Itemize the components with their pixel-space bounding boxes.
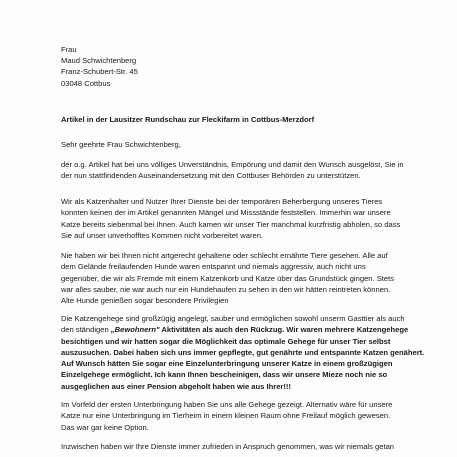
bold-paragraph-line: Einzelgehege ermöglicht. Ich kann Ihnen bescheinigen, dass wir unsere Mieze noch nie so (61, 370, 388, 380)
quoted-residents: „Bewohnern" (110, 325, 160, 335)
recipient-name: Maud Schwichtenberg (61, 56, 137, 66)
paragraph-line: Das war gar keine Option. (61, 422, 149, 432)
paragraph-line: war alles sauber, nie war auch nur ein Hundehaufen zu sehen in den wir hätten reintreten können. (61, 284, 391, 294)
paragraph-6 (61, 441, 427, 452)
paragraph-line: Sie auf unser unverhofftes Kommen nicht vorbereitet waren. (61, 230, 264, 240)
paragraph-line: Katze nur eine Unterbringung im Tierheim in einem kleinen Raum ohne Freilauf möglich gewesen. (61, 411, 391, 421)
paragraph-line: Katze bereits siebenmal bei Ihnen. Auch kamen wir unser Tier manchmal kurzfristig abholen, so dass (61, 219, 401, 229)
paragraph-5 (61, 399, 427, 433)
paragraph-line: Wir als Katzenhalter und Nutzer Ihrer Dienste bei der temporären Beherbergung unseres Tieres (61, 197, 383, 206)
text-segment: den ständigen (61, 325, 111, 335)
paragraph-line: Im Vorfeld der ersten Unterbringung haben Sie uns alle Gehege gezeigt. Alternativ wäre für unsere (61, 400, 393, 409)
recipient-street: Franz-Schubert-Str. 45 (61, 67, 138, 77)
paragraph-line: Inzwischen haben wir Ihre Dienste immer zufrieden in Anspruch genommen, was wir niemals getan (61, 442, 395, 451)
paragraph-2 (61, 196, 427, 241)
letter-salutation: Sehr geehrte Frau Schwichtenberg, (61, 140, 181, 149)
recipient-salutation-line: Frau (61, 45, 77, 54)
letter-subject: Artikel in der Lausitzer Rundschau zur Fleckifarm in Cottbus-Merzdorf (61, 115, 315, 124)
paragraph-line-mixed (61, 324, 427, 335)
bold-segment: Aktivitäten als auch den Rückzug. Wir waren mehrere Katzengehege (159, 325, 409, 335)
bold-paragraph-line: Auf Wunsch hätten Sie sogar eine Einzelunterbringung unserer Katze in einem großzügigen (61, 359, 393, 369)
bold-paragraph-line: auszusuchen. Dabei haben sich uns immer gepflegte, gut genährte und entspannte Katzen genähert. (61, 347, 425, 357)
paragraph-line: konnten keinen der im Artikel genannten Mängel und Missstände feststellen. Immerhin war unsere (61, 208, 391, 218)
paragraph-line: gegenüber, die wir als Fremde mit einem Katzenkorb und Katze über das Grundstück gingen. Stets (61, 273, 395, 283)
paragraph-4 (61, 313, 427, 392)
bold-paragraph-line: ausgeglichen aus einer Pension abgeholt haben wie aus Ihrer!!! (61, 381, 291, 391)
paragraph-1 (61, 159, 427, 182)
recipient-city: 03048 Cottbus (61, 78, 111, 88)
paragraph-line: Alte Hunde genießen sogar besondere Privilegien (61, 296, 229, 306)
recipient-address (61, 44, 138, 89)
paragraph-line: der nun stattfindenden Auseinandersetzung mit den Cottbuser Behörden zu unterstützen. (61, 171, 361, 181)
paragraph-line: der o.g. Artikel hat bei uns völliges Unverständnis, Empörung und damit den Wunsch ausgelöst, Sie in (61, 160, 404, 169)
paragraph-line: Die Katzengehege sind großzügig angelegt, sauber und ermöglichen sowohl unserm Gasttier als auch (61, 314, 405, 323)
paragraph-line: dem Gelände freilaufenden Hunde waren entspannt und niemals aggressiv, auch nicht uns (61, 262, 366, 272)
paragraph-line: Nie haben wir bei Ihnen nicht artgerecht gehaltene oder schlecht ernährte Tiere gesehen. Alle auf (61, 251, 388, 260)
bold-paragraph-line: besichtigen und wir hatten sogar die Möglichkeit das optimale Gehege für unser Tier selbst (61, 336, 391, 346)
paragraph-3 (61, 250, 427, 306)
